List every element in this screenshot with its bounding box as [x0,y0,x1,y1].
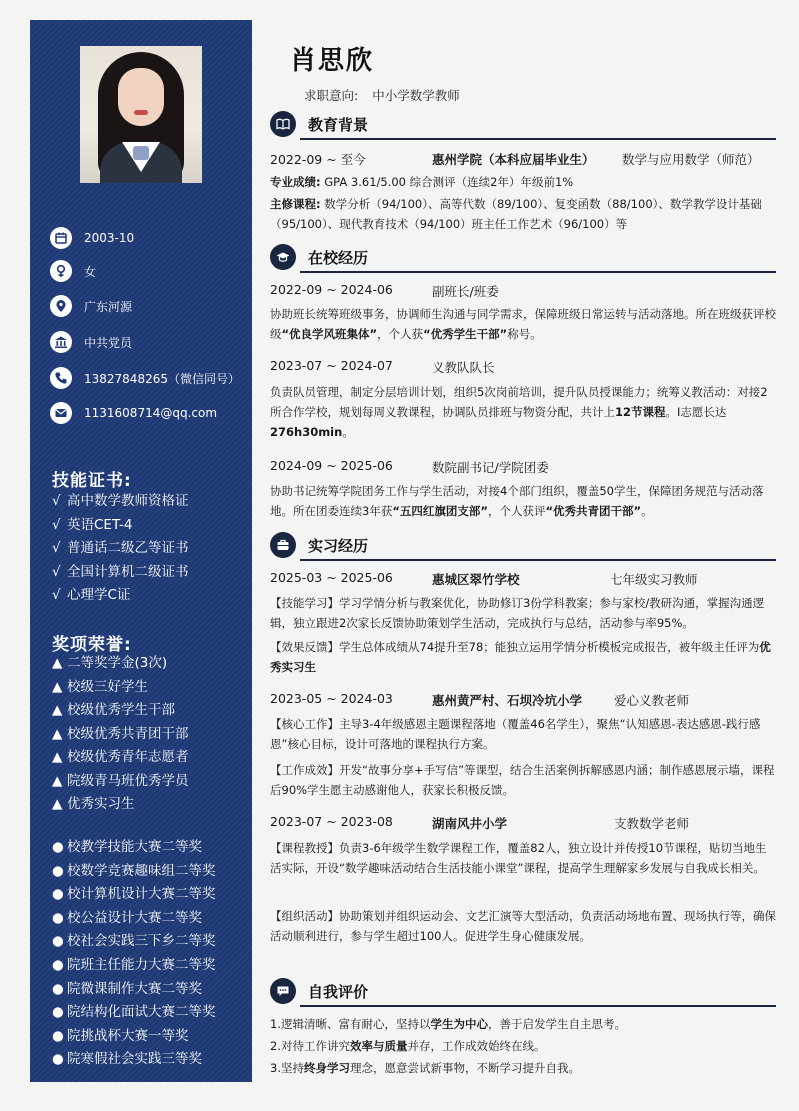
contact-location: 广东河源 [50,293,250,319]
list-item: √ 高中数学教师资格证 [52,493,189,509]
list-item: ● 院班主任能力大赛二等奖 [52,956,216,973]
candidate-name: 肖思欣 [290,46,375,76]
list-item: ▲ 校级三好学生 [52,678,148,695]
contact-phone: 13827848265（微信同号） [50,365,250,391]
self-eval-item-3: 3.坚持终身学习理念，愿意尝试新事物，不断学习提升自我。 [270,1061,580,1075]
certificates-list [52,490,252,608]
list-item: ▲ 校级优秀学生干部 [52,702,175,718]
contact-email: 1131608714@qq.com [50,400,250,426]
list-item: ● 院挑战杯大赛一等奖 [52,1027,189,1044]
list-item: ● 院微课制作大赛二等奖 [52,980,202,997]
list-item: √ 普通话二级乙等证书 [52,540,189,556]
book-icon [270,111,296,137]
contact-birthdate: 2003-10 [50,225,250,251]
female-icon [50,260,72,282]
internship-entry-2-core: 【核心工作】主导3-4年级感恩主题课程落地（覆盖46名学生），聚焦“认知感恩-表达感恩-践行感恩”核心目标，设计可落地的课程执行方案。 [270,717,761,751]
list-item: ● 院结构化面试大赛二等奖 [52,1004,216,1021]
profile-photo [80,46,202,183]
honors-heading: 奖项荣誉: [52,635,132,655]
internship-entry-3-activities: 【组织活动】协助策划并组织运动会、文艺汇演等大型活动，负责活动场地布置、现场执行等，确保活动顺利进行，参与学生超过100人。促进学生身心健康发展。 [270,909,776,943]
list-item: √ 英语CET-4 [52,516,133,533]
internship-entry-2-results: 【工作成效】开发“故事分享+手写信”等课型，结合生活案例拆解感恩内涵；制作感恩展示墙，课程后90%学生愿主动感谢他人，获家长积极反馈。 [270,763,775,797]
internship-entry-1-results: 【效果反馈】学生总体成绩从74提升至78；能独立运用学情分析模板完成报告，被年级主任评为优秀实习生 [270,640,771,674]
main-content: 肖思欣 求职意向: 中小学数学教师 教育背景 2022-09 ~ 至今 惠州学院（本科应届毕业生） 数学与应用数学（师范） 专业成绩: GPA 3.61/5.00 综合测评（连续2年）年级前1% 主修课程: 数学分析（94/100）、高等代数（89/100）、复变函数（88/100）、数学教学设计基础（95/100）、现代教育技术（94/100）班主任工作艺术（96/100）等 在校经历 2022-09 ~ 2024-06 副班长/班委 协助班长统筹班级事务，协调师生沟通与同学需求，保障班级日常运转与活动落地。所在班级获评校级“优良学风班集体”，个人获“优秀学生干部”称号。 2023-07 ~ 2024-07 义教队队长 负责队员管理，制定分层培训计划，组织5次岗前培训，提升队员授课能力；统筹义教活动：对接2所合作学校，规划每周义教课程，协调队员排班与物资分配，共计上12节课程。I志愿长达276h30min。 2024-09 ~ 2025-06 数院副书记/学院团委 协助书记统筹学院团务工作与学生活动，对接4个部门组织，覆盖50学生，保障团务规范与活动落地。所在团委连续3年获“五四红旗团支部”，个人获评“优秀共青团干部”。 实习经历 2025-03 ~ 2025-06 惠城区翠竹学校 七年级实习教师 【技能学习】学习学情分析与教案优化，协助修订3份学科教案；参与家校/教研沟通，掌握沟通逻辑，独立跟进2次家长反馈协助策划学生活动，完成执行与总结，活动参与率95%。 【效果反馈】学生总体成绩从74提升至78；能独立运用学情分析模板完成报告，被年级主任评为优秀实习生 2023-05 ~ 2024-03 惠州黄严村、石坝冷坑小学 爱心义教老师 【核心工作】主导3-4年级感恩主题课程落地（覆盖46名学生），聚焦“认知感恩-表达感恩-践行感恩”核心目标，设计可落地的课程执行方案。 【工作成效】开发“故事分享+手写信”等课型，结合生活案例拆解感恩内涵；制作感恩展示墙，课程后90%学生愿主动感谢他人，获家长积极反馈。 2023-07 ~ 2023-08 湖南风井小学 支教数学老师 【课程教授】负责3-6年级学生数学课程工作，覆盖82人，独立设计并传授10节课程，贴切当地生活实际，开设“数学趣味活动结合生活技能小课堂”课程，提高学生理解家乡发展与自我成长相关。 【组织活动】协助策划并组织运动会、文艺汇演等大型活动，负责活动场地布置、现场执行等，确保活动顺利进行，参与学生超过100人。促进学生身心健康发展。 自我评价 1.逻辑清晰、富有耐心，坚持以学生为中心，善于启发学生自主思考。 2.对待工作讲究效率与质量并存，工作成效始终在线。 3.坚持终身学习理念，愿意尝试新事物，不断学习提升自我。 [268,0,778,1111]
campus-entry-1-desc: 协助班长统筹班级事务，协调师生沟通与同学需求，保障班级日常运转与活动落地。所在班级获评校级“优良学风班集体”，个人获“优秀学生干部”称号。 [270,307,776,341]
briefcase-icon [270,532,296,558]
honors-list [52,652,252,817]
contact-gender: 女 [50,258,250,284]
phone-icon [50,367,72,389]
list-item: ● 校计算机设计大赛二等奖 [52,886,216,903]
internship-section-header: 实习经历 [270,532,776,560]
party-building-icon [50,331,72,353]
internship-entry-3-course: 【课程教授】负责3-6年级学生数学课程工作，覆盖82人，独立设计并传授10节课程，贴切当地生活实际，开设“数学趣味活动结合生活技能小课堂”课程，提高学生理解家乡发展与自我成长相关。 [270,841,767,875]
list-item: ▲ 院级青马班优秀学员 [52,772,189,789]
certificates-heading: 技能证书: [52,471,132,491]
email-icon [50,402,72,424]
list-item: ▲ 二等奖学金(3次) [52,655,168,671]
campus-entry-3-desc: 协助书记统筹学院团务工作与学生活动，对接4个部门组织，覆盖50学生，保障团务规范与活动落地。所在团委连续3年获“五四红旗团支部”，个人获评“优秀共青团干部”。 [270,484,764,518]
job-intent: 求职意向: 中小学数学教师 [304,88,460,103]
contact-political-status: 中共党员 [50,329,250,355]
education-courses: 主修课程: 数学分析（94/100）、高等代数（89/100）、复变函数（88/100）、数学教学设计基础（95/100）、现代教育技术（94/100）班主任工作艺术（96/100）等 [270,197,762,231]
list-item: ● 校教学技能大赛二等奖 [52,839,202,855]
list-item: ● 校数学竞赛趣味组二等奖 [52,862,216,879]
campus-entry-2-desc: 负责队员管理，制定分层培训计划，组织5次岗前培训，提升队员授课能力；统筹义教活动：对接2所合作学校，规划每周义教课程，协调队员排班与物资分配，共计上12节课程。I志愿长达276h30min。 [270,385,768,439]
list-item: ● 校社会实践三下乡二等奖 [52,933,216,950]
campus-section-header: 在校经历 [270,244,776,272]
list-item: ▲ 校级优秀共青团干部 [52,725,189,742]
list-item: ▲ 校级优秀青年志愿者 [52,749,189,765]
calendar-icon [50,227,72,249]
location-pin-icon [50,295,72,317]
education-grades: 专业成绩: GPA 3.61/5.00 综合测评（连续2年）年级前1% [270,175,574,189]
list-item: ● 院寒假社会实践三等奖 [52,1051,202,1068]
self-eval-section-header: 自我评价 [270,978,776,1006]
self-eval-item-2: 2.对待工作讲究效率与质量并存，工作成效始终在线。 [270,1039,546,1053]
awards-list [52,836,252,1072]
education-section-header: 教育背景 [270,111,776,139]
internship-entry-1-skills: 【技能学习】学习学情分析与教案优化，协助修订3份学科教案；参与家校/教研沟通，掌握沟通逻辑，独立跟进2次家长反馈协助策划学生活动，完成执行与总结，活动参与率95%。 [270,596,765,630]
chat-bubble-icon [270,978,296,1004]
self-eval-item-1: 1.逻辑清晰、富有耐心，坚持以学生为中心，善于启发学生自主思考。 [270,1017,626,1031]
list-item: √ 全国计算机二级证书 [52,563,189,580]
list-item: √ 心理学C证 [52,587,131,603]
sidebar [30,20,252,1082]
list-item: ▲ 优秀实习生 [52,796,135,812]
list-item: ● 校公益设计大赛二等奖 [52,909,202,926]
graduation-cap-icon [270,244,296,270]
